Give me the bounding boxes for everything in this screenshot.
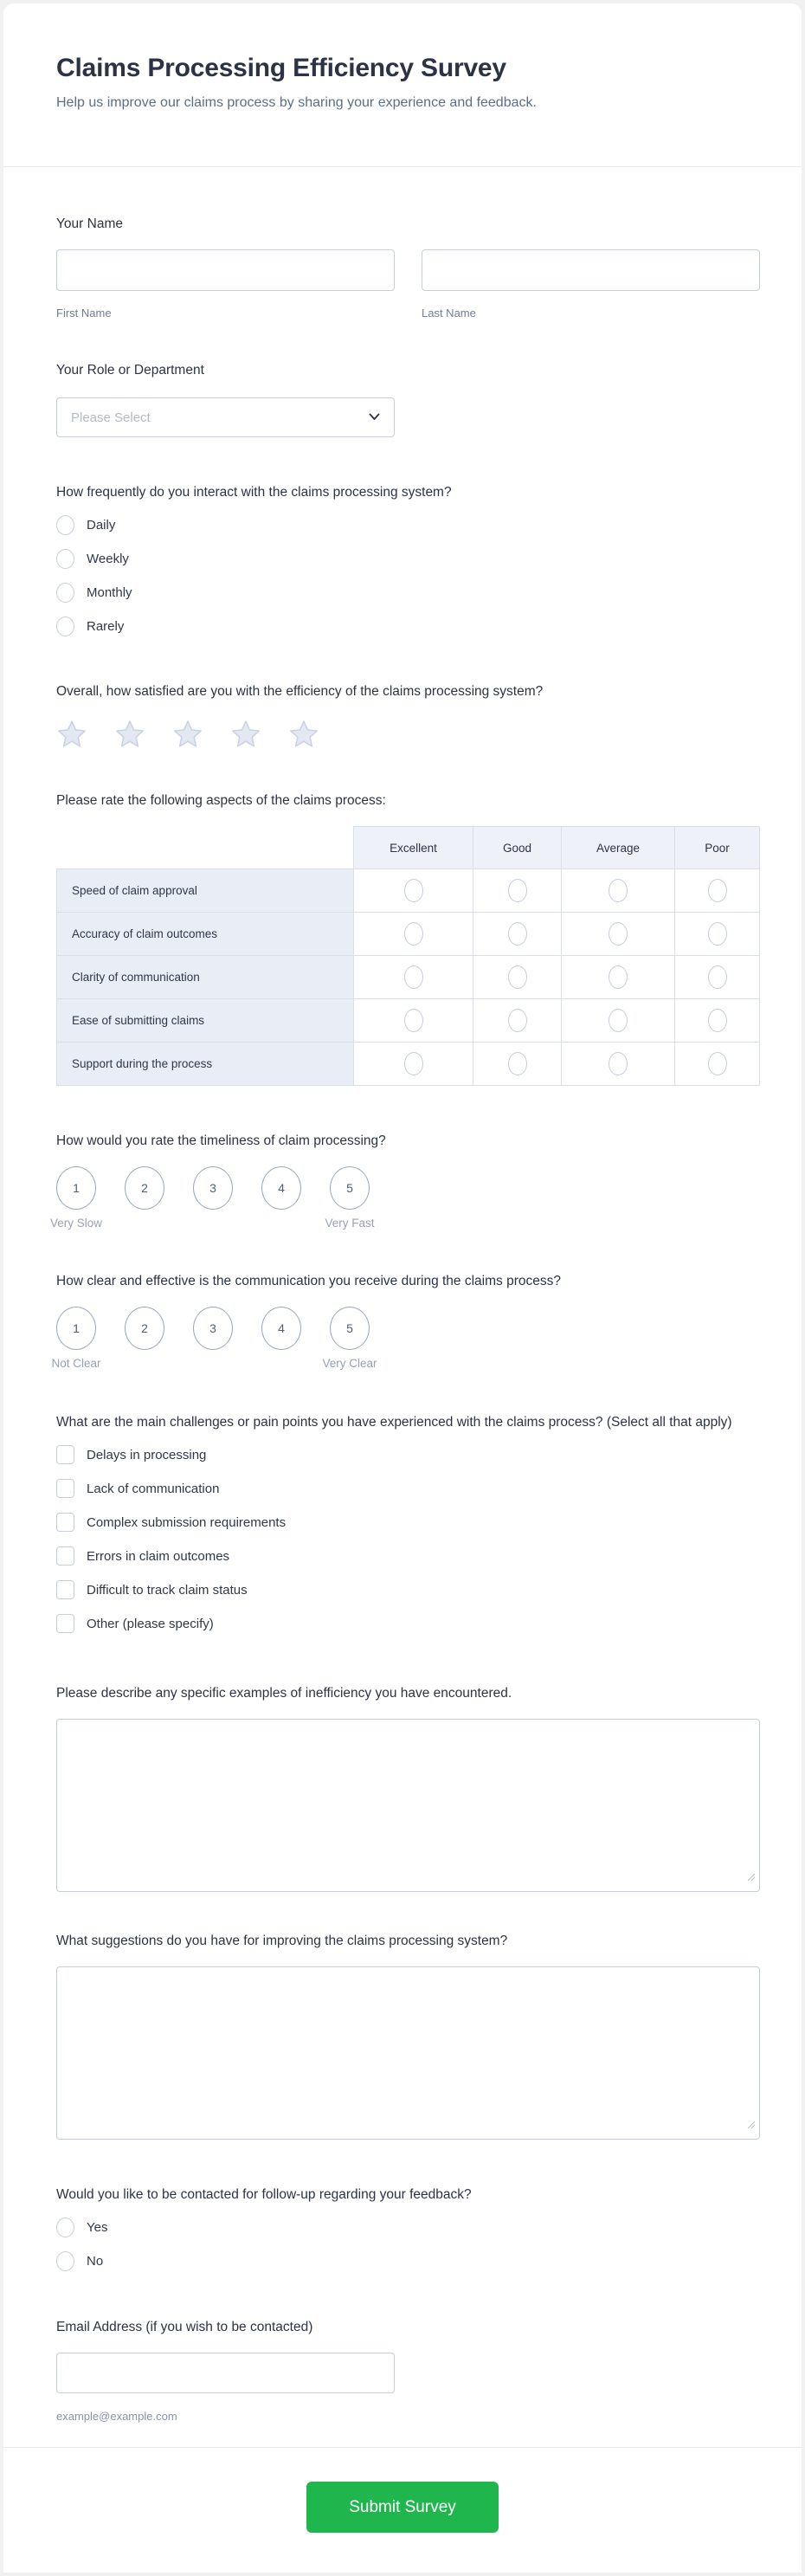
first-name-column — [56, 249, 395, 320]
matrix-radio-cell[interactable] — [473, 956, 562, 999]
question-challenges — [56, 1413, 749, 1634]
survey-card — [3, 3, 802, 2573]
radio-icon — [404, 1009, 423, 1032]
chevron-down-icon — [369, 410, 380, 425]
radio-option-label: Daily — [87, 517, 116, 533]
matrix-row-label: Speed of claim approval — [57, 869, 354, 913]
checkbox-icon — [56, 1479, 74, 1498]
email-input[interactable] — [56, 2353, 395, 2393]
role-label: Your Role or Department — [56, 363, 204, 378]
radio-option-label: Rarely — [87, 618, 125, 634]
question-email — [56, 2318, 749, 2423]
radio-icon — [56, 2218, 74, 2237]
matrix-column-header: Average — [562, 827, 675, 869]
matrix-radio-cell[interactable] — [354, 869, 473, 913]
matrix-column-header: Poor — [675, 827, 760, 869]
question-role — [56, 361, 749, 437]
your-name-label: Your Name — [56, 216, 123, 231]
matrix-radio-cell[interactable] — [675, 869, 760, 913]
checkbox-option-other[interactable] — [56, 1613, 749, 1634]
radio-icon — [404, 879, 423, 902]
question-timeliness — [49, 1132, 749, 1230]
timeliness-label: How would you rate the timeliness of claim processing? — [56, 1133, 386, 1148]
radio-icon — [609, 1052, 628, 1075]
checkbox-icon — [56, 1546, 74, 1566]
question-your-name — [56, 215, 749, 320]
radio-option-label: Yes — [87, 2219, 108, 2235]
scale-min-label: Not Clear — [51, 1357, 101, 1370]
star-icon[interactable] — [288, 719, 319, 748]
last-name-sublabel: Last Name — [422, 307, 476, 320]
matrix-header-row — [57, 827, 760, 869]
checkbox-option-label: Errors in claim outcomes — [87, 1548, 230, 1564]
question-satisfaction — [56, 682, 749, 748]
star-icon[interactable] — [230, 719, 261, 748]
star-icon[interactable] — [114, 719, 145, 748]
matrix-radio-cell[interactable] — [354, 999, 473, 1043]
followup-label: Would you like to be contacted for follow-up regarding your feedback? — [56, 2187, 472, 2202]
scale-option-3[interactable]: 3 — [193, 1166, 233, 1210]
rating-matrix — [56, 826, 760, 1086]
timeliness-scale-row — [56, 1166, 749, 1210]
matrix-radio-cell[interactable] — [675, 913, 760, 956]
radio-icon — [508, 879, 527, 902]
matrix-radio-cell[interactable] — [562, 1043, 675, 1086]
radio-icon — [56, 515, 74, 535]
checkbox-icon — [56, 1614, 74, 1633]
scale-min-label: Very Slow — [49, 1217, 103, 1230]
suggestions-textarea-wrap — [56, 1966, 760, 2140]
radio-icon — [56, 549, 74, 569]
matrix-row — [57, 913, 760, 956]
radio-option-monthly[interactable] — [56, 582, 749, 603]
form-footer — [3, 2448, 802, 2533]
matrix-radio-cell[interactable] — [675, 1043, 760, 1086]
radio-option-yes[interactable] — [56, 2217, 749, 2237]
scale-max-label: Very Clear — [322, 1357, 377, 1370]
clarity-label: How clear and effective is the communication you receive during the claims process? — [56, 1274, 561, 1288]
checkbox-option-delays[interactable] — [56, 1444, 749, 1465]
checkbox-option-errors[interactable] — [56, 1546, 749, 1566]
matrix-row-label: Clarity of communication — [57, 956, 354, 999]
radio-option-rarely[interactable] — [56, 616, 749, 636]
radio-icon — [609, 1009, 628, 1032]
radio-icon — [508, 965, 527, 989]
scale-option-3[interactable]: 3 — [193, 1307, 233, 1350]
scale-option-4[interactable]: 4 — [261, 1307, 301, 1350]
matrix-radio-cell[interactable] — [675, 956, 760, 999]
radio-icon — [609, 879, 628, 902]
clarity-scale-labels — [51, 1357, 749, 1371]
radio-icon — [708, 965, 727, 989]
star-icon[interactable] — [56, 719, 87, 748]
scale-option-4[interactable]: 4 — [261, 1166, 301, 1210]
form-header — [3, 3, 802, 166]
radio-icon — [56, 617, 74, 636]
clarity-scale-row — [56, 1307, 749, 1350]
radio-option-no[interactable] — [56, 2250, 749, 2271]
matrix-row-label: Support during the process — [57, 1043, 354, 1086]
satisfaction-label: Overall, how satisfied are you with the efficiency of the claims processing system? — [56, 684, 544, 699]
radio-icon — [404, 965, 423, 989]
question-examples — [56, 1684, 749, 1892]
question-rating-matrix — [56, 791, 749, 1086]
matrix-row — [57, 1043, 760, 1086]
header-divider — [3, 166, 802, 167]
name-fields-row — [56, 249, 749, 320]
scale-option-5[interactable]: 5 — [330, 1307, 370, 1350]
question-clarity — [51, 1272, 749, 1371]
radio-icon — [508, 1052, 527, 1075]
checkbox-option-label: Other (please specify) — [87, 1616, 214, 1631]
radio-icon — [708, 1009, 727, 1032]
radio-option-label: Weekly — [87, 551, 129, 566]
matrix-row — [57, 999, 760, 1043]
role-select[interactable] — [56, 397, 395, 437]
matrix-column-header: Excellent — [354, 827, 473, 869]
scale-option-2[interactable]: 2 — [125, 1307, 164, 1350]
scale-max-label: Very Fast — [325, 1217, 375, 1230]
checkbox-icon — [56, 1580, 74, 1599]
radio-icon — [609, 965, 628, 989]
checkbox-option-label: Difficult to track claim status — [87, 1582, 248, 1598]
radio-icon — [508, 1009, 527, 1032]
examples-textarea-wrap — [56, 1719, 760, 1892]
matrix-radio-cell[interactable] — [354, 956, 473, 999]
scale-option-5[interactable]: 5 — [330, 1166, 370, 1210]
frequency-label: How frequently do you interact with the claims processing system? — [56, 485, 452, 500]
matrix-radio-cell[interactable] — [562, 956, 675, 999]
radio-icon — [56, 2251, 74, 2271]
matrix-row-label: Ease of submitting claims — [57, 999, 354, 1043]
submit-button[interactable]: Submit Survey — [306, 2482, 499, 2533]
radio-icon — [609, 922, 628, 946]
page-title: Claims Processing Efficiency Survey — [56, 54, 506, 82]
radio-icon — [404, 922, 423, 946]
checkbox-option-complex[interactable] — [56, 1512, 749, 1533]
matrix-radio-cell[interactable] — [473, 913, 562, 956]
radio-option-label: No — [87, 2253, 104, 2269]
radio-icon — [404, 1052, 423, 1075]
matrix-radio-cell[interactable] — [473, 869, 562, 913]
page-subtitle: Help us improve our claims process by sharing your experience and feedback. — [56, 95, 537, 110]
scale-option-1[interactable]: 1 — [56, 1307, 96, 1350]
checkbox-option-communication[interactable] — [56, 1478, 749, 1499]
checkbox-option-tracking[interactable] — [56, 1579, 749, 1600]
radio-option-weekly[interactable] — [56, 548, 749, 569]
question-followup — [56, 2185, 749, 2271]
question-suggestions — [56, 1932, 749, 2140]
first-name-sublabel: First Name — [56, 307, 112, 320]
scale-option-1[interactable]: 1 — [56, 1166, 96, 1210]
email-label: Email Address (if you wish to be contacted) — [56, 2320, 313, 2334]
challenges-label: What are the main challenges or pain points you have experienced with the claims process? (Select all that apply) — [56, 1415, 732, 1430]
matrix-radio-cell[interactable] — [473, 1043, 562, 1086]
radio-icon — [708, 922, 727, 946]
matrix-row-label: Accuracy of claim outcomes — [57, 913, 354, 956]
examples-textarea[interactable] — [56, 1719, 760, 1892]
suggestions-textarea[interactable] — [56, 1966, 760, 2140]
matrix-radio-cell[interactable] — [562, 869, 675, 913]
checkbox-option-label: Delays in processing — [87, 1447, 207, 1462]
checkbox-option-label: Lack of communication — [87, 1481, 220, 1496]
matrix-radio-cell[interactable] — [473, 999, 562, 1043]
matrix-radio-cell[interactable] — [354, 913, 473, 956]
matrix-column-header: Good — [473, 827, 562, 869]
matrix-radio-cell[interactable] — [675, 999, 760, 1043]
checkbox-icon — [56, 1513, 74, 1532]
matrix-corner — [57, 827, 354, 869]
rating-matrix-label: Please rate the following aspects of the claims process: — [56, 793, 386, 808]
examples-label: Please describe any specific examples of inefficiency you have encountered. — [56, 1686, 512, 1701]
scale-option-2[interactable]: 2 — [125, 1166, 164, 1210]
matrix-radio-cell[interactable] — [562, 999, 675, 1043]
last-name-input[interactable] — [422, 249, 760, 291]
radio-option-daily[interactable] — [56, 514, 749, 535]
checkbox-icon — [56, 1445, 74, 1464]
last-name-column — [422, 249, 760, 320]
radio-icon — [708, 1052, 727, 1075]
question-frequency — [56, 483, 749, 636]
radio-icon — [56, 583, 74, 603]
matrix-radio-cell[interactable] — [354, 1043, 473, 1086]
form-body — [3, 215, 802, 2423]
matrix-row — [57, 869, 760, 913]
suggestions-label: What suggestions do you have for improving the claims processing system? — [56, 1934, 508, 1948]
email-hint: example@example.com — [56, 2410, 177, 2423]
radio-icon — [708, 879, 727, 902]
first-name-input[interactable] — [56, 249, 395, 291]
matrix-row — [57, 956, 760, 999]
role-select-placeholder: Please Select — [71, 410, 151, 425]
checkbox-option-label: Complex submission requirements — [87, 1514, 287, 1530]
star-rating — [56, 719, 749, 748]
radio-option-label: Monthly — [87, 584, 132, 600]
timeliness-scale-labels — [49, 1217, 749, 1230]
radio-icon — [508, 922, 527, 946]
matrix-radio-cell[interactable] — [562, 913, 675, 956]
star-icon[interactable] — [172, 719, 203, 748]
